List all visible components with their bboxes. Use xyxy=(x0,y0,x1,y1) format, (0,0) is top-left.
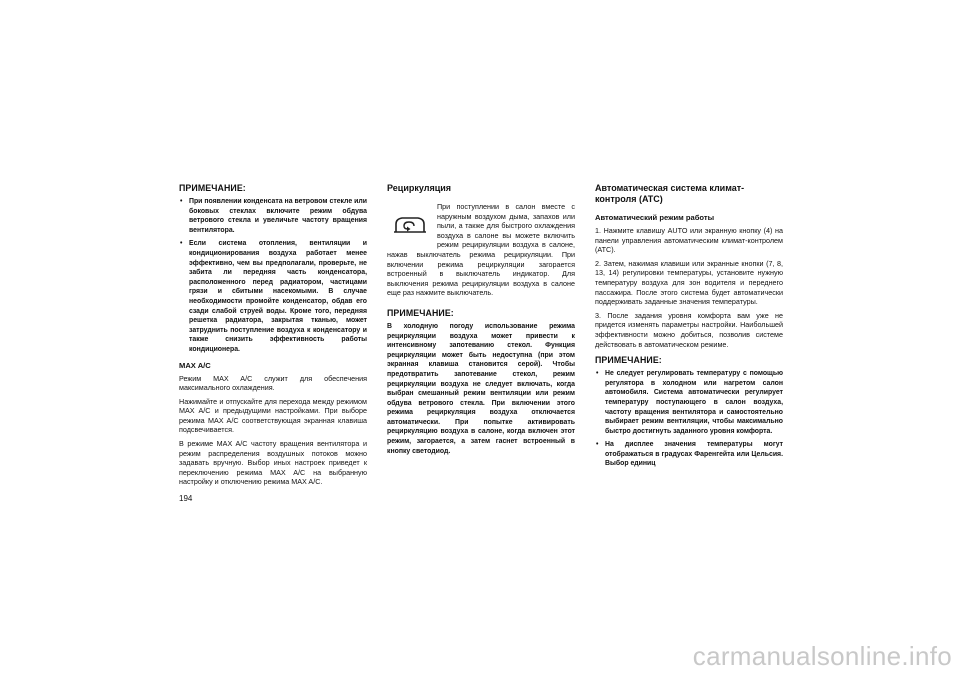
recirculation-icon xyxy=(393,214,427,238)
note-title: ПРИМЕЧАНИЕ: xyxy=(595,355,662,366)
column-left xyxy=(179,183,367,491)
bullet-icon: • xyxy=(596,441,599,449)
section-heading-recirculation: Рециркуляция xyxy=(387,183,452,193)
note-item: • Если система отопления, вентиляции и кондиционирования воздуха работает менее эффективно, чем вы предполагали, проверьте, не забита ли передняя часть конденсатора, расположенного перед радиатором, частицами грязи и сбитыми насекомыми. В случае необходимости промойте конденсатор, обдав его сзади слабой струей воды. Кроме того, передняя решетка радиатора, закрытая тканью, может затруднить поступление воздуха к конденсатору и также снизить эффективность работы кондиционера. xyxy=(180,240,367,353)
paragraph: 2. Затем, нажимая клавиши или экранные кнопки (7, 8, 13, 14) регулировки температуры, установите нужную температуру воздуха для зон водителя и переднего пассажира. После этого система будет автоматически поддерживать заданные значения температуры. xyxy=(595,258,783,307)
note-item: • При появлении конденсата на ветровом стекле или боковых стеклах включите режим обдува ветрового стекла и увеличьте частоту вращения вентилятора. xyxy=(180,198,367,234)
note-title: ПРИМЕЧАНИЕ: xyxy=(387,307,454,318)
note-list xyxy=(179,197,367,355)
bullet-icon: • xyxy=(596,370,599,378)
paragraph: 3. После задания уровня комфорта вам уже не придется изменять параметры настройки. Наибольшей эффективности можно добиться, позволив системе действовать в автоматическом режиме. xyxy=(595,310,783,349)
note-item: • На дисплее значения температуры могут отображаться в градусах Фаренгейта или Цельсия. Выбор единиц xyxy=(596,441,783,468)
subsection-heading-auto: Автоматический режим работы xyxy=(595,213,715,222)
paragraph: 1. Нажмите клавишу AUTO или экранную кнопку (4) на панели управления автоматическим климат-контролем (ATC). xyxy=(595,226,783,255)
section-heading-max-ac: MAX A/C xyxy=(179,360,211,370)
watermark: carmanualsonline.info xyxy=(692,641,952,671)
paragraph: При поступлении в салон вместе с наружным воздухом дыма, запахов или пыли, а также для быстрого охлаждения воздуха в салоне вы можете включить режим рециркуляции воздуха в салоне, нажав выключатель режима рециркуляции. При включении режима рециркуляции загорается встроенный в выключатель индикатор. Для выключения режима рециркуляции воздуха в салоне еще раз нажмите выключатель. xyxy=(387,202,575,298)
paragraph: В режиме MAX A/C частоту вращения вентилятора и режим распределения воздушных потоков можно задавать вручную. Выбор иных настроек приведет к переключению режима MAX A/C на выбранную настройку и отключению режима MAX A/C. xyxy=(179,439,367,487)
bullet-icon: • xyxy=(180,198,183,205)
note-paragraph: В холодную погоду использование режима рециркуляции воздуха может привести к интенсивному запотеванию стекол. Функция рециркуляции может быть недоступна (при этом экранная клавиша становится серой). Чтобы предотвратить запотевание стекол, режим рециркуляции воздуха не следует включать, когда выбран смешанный режим вентиляции или режим обдува ветрового стекла. При включении этого режима рециркуляция воздуха отключается автоматически. При попытке активировать рециркуляцию воздуха в салоне, когда включен этот режим, загорается, а затем гаснет встроенный в кнопку светодиод. xyxy=(387,322,575,455)
bullet-icon: • xyxy=(180,240,183,248)
section-heading-atc: Автоматическая система климат-контроля (ATC) xyxy=(595,183,745,204)
recirculation-block xyxy=(387,202,575,302)
note-item: • Не следует регулировать температуру с помощью регулятора в холодном или нагретом салон автомобиля. Система автоматически регулирует температуру поступающего в салон воздуха, частоту вращения вентилятора и самостоятельно выбирает режим вентиляции, чтобы максимально быстро достигнуть заданного уровня комфорта. xyxy=(596,370,783,435)
column-right xyxy=(595,183,783,475)
page-number: 194 xyxy=(179,494,193,503)
paragraph: Режим MAX A/C служит для обеспечения максимального охлаждения. xyxy=(179,373,367,393)
column-middle xyxy=(387,183,575,460)
note-title: ПРИМЕЧАНИЕ: xyxy=(179,183,246,193)
note-list xyxy=(595,369,783,469)
paragraph: Нажимайте и отпускайте для перехода между режимом MAX A/C и предыдущими настройками. При выборе режима MAX A/C соответствующая экранная клавиша подсвечивается. xyxy=(179,396,367,435)
